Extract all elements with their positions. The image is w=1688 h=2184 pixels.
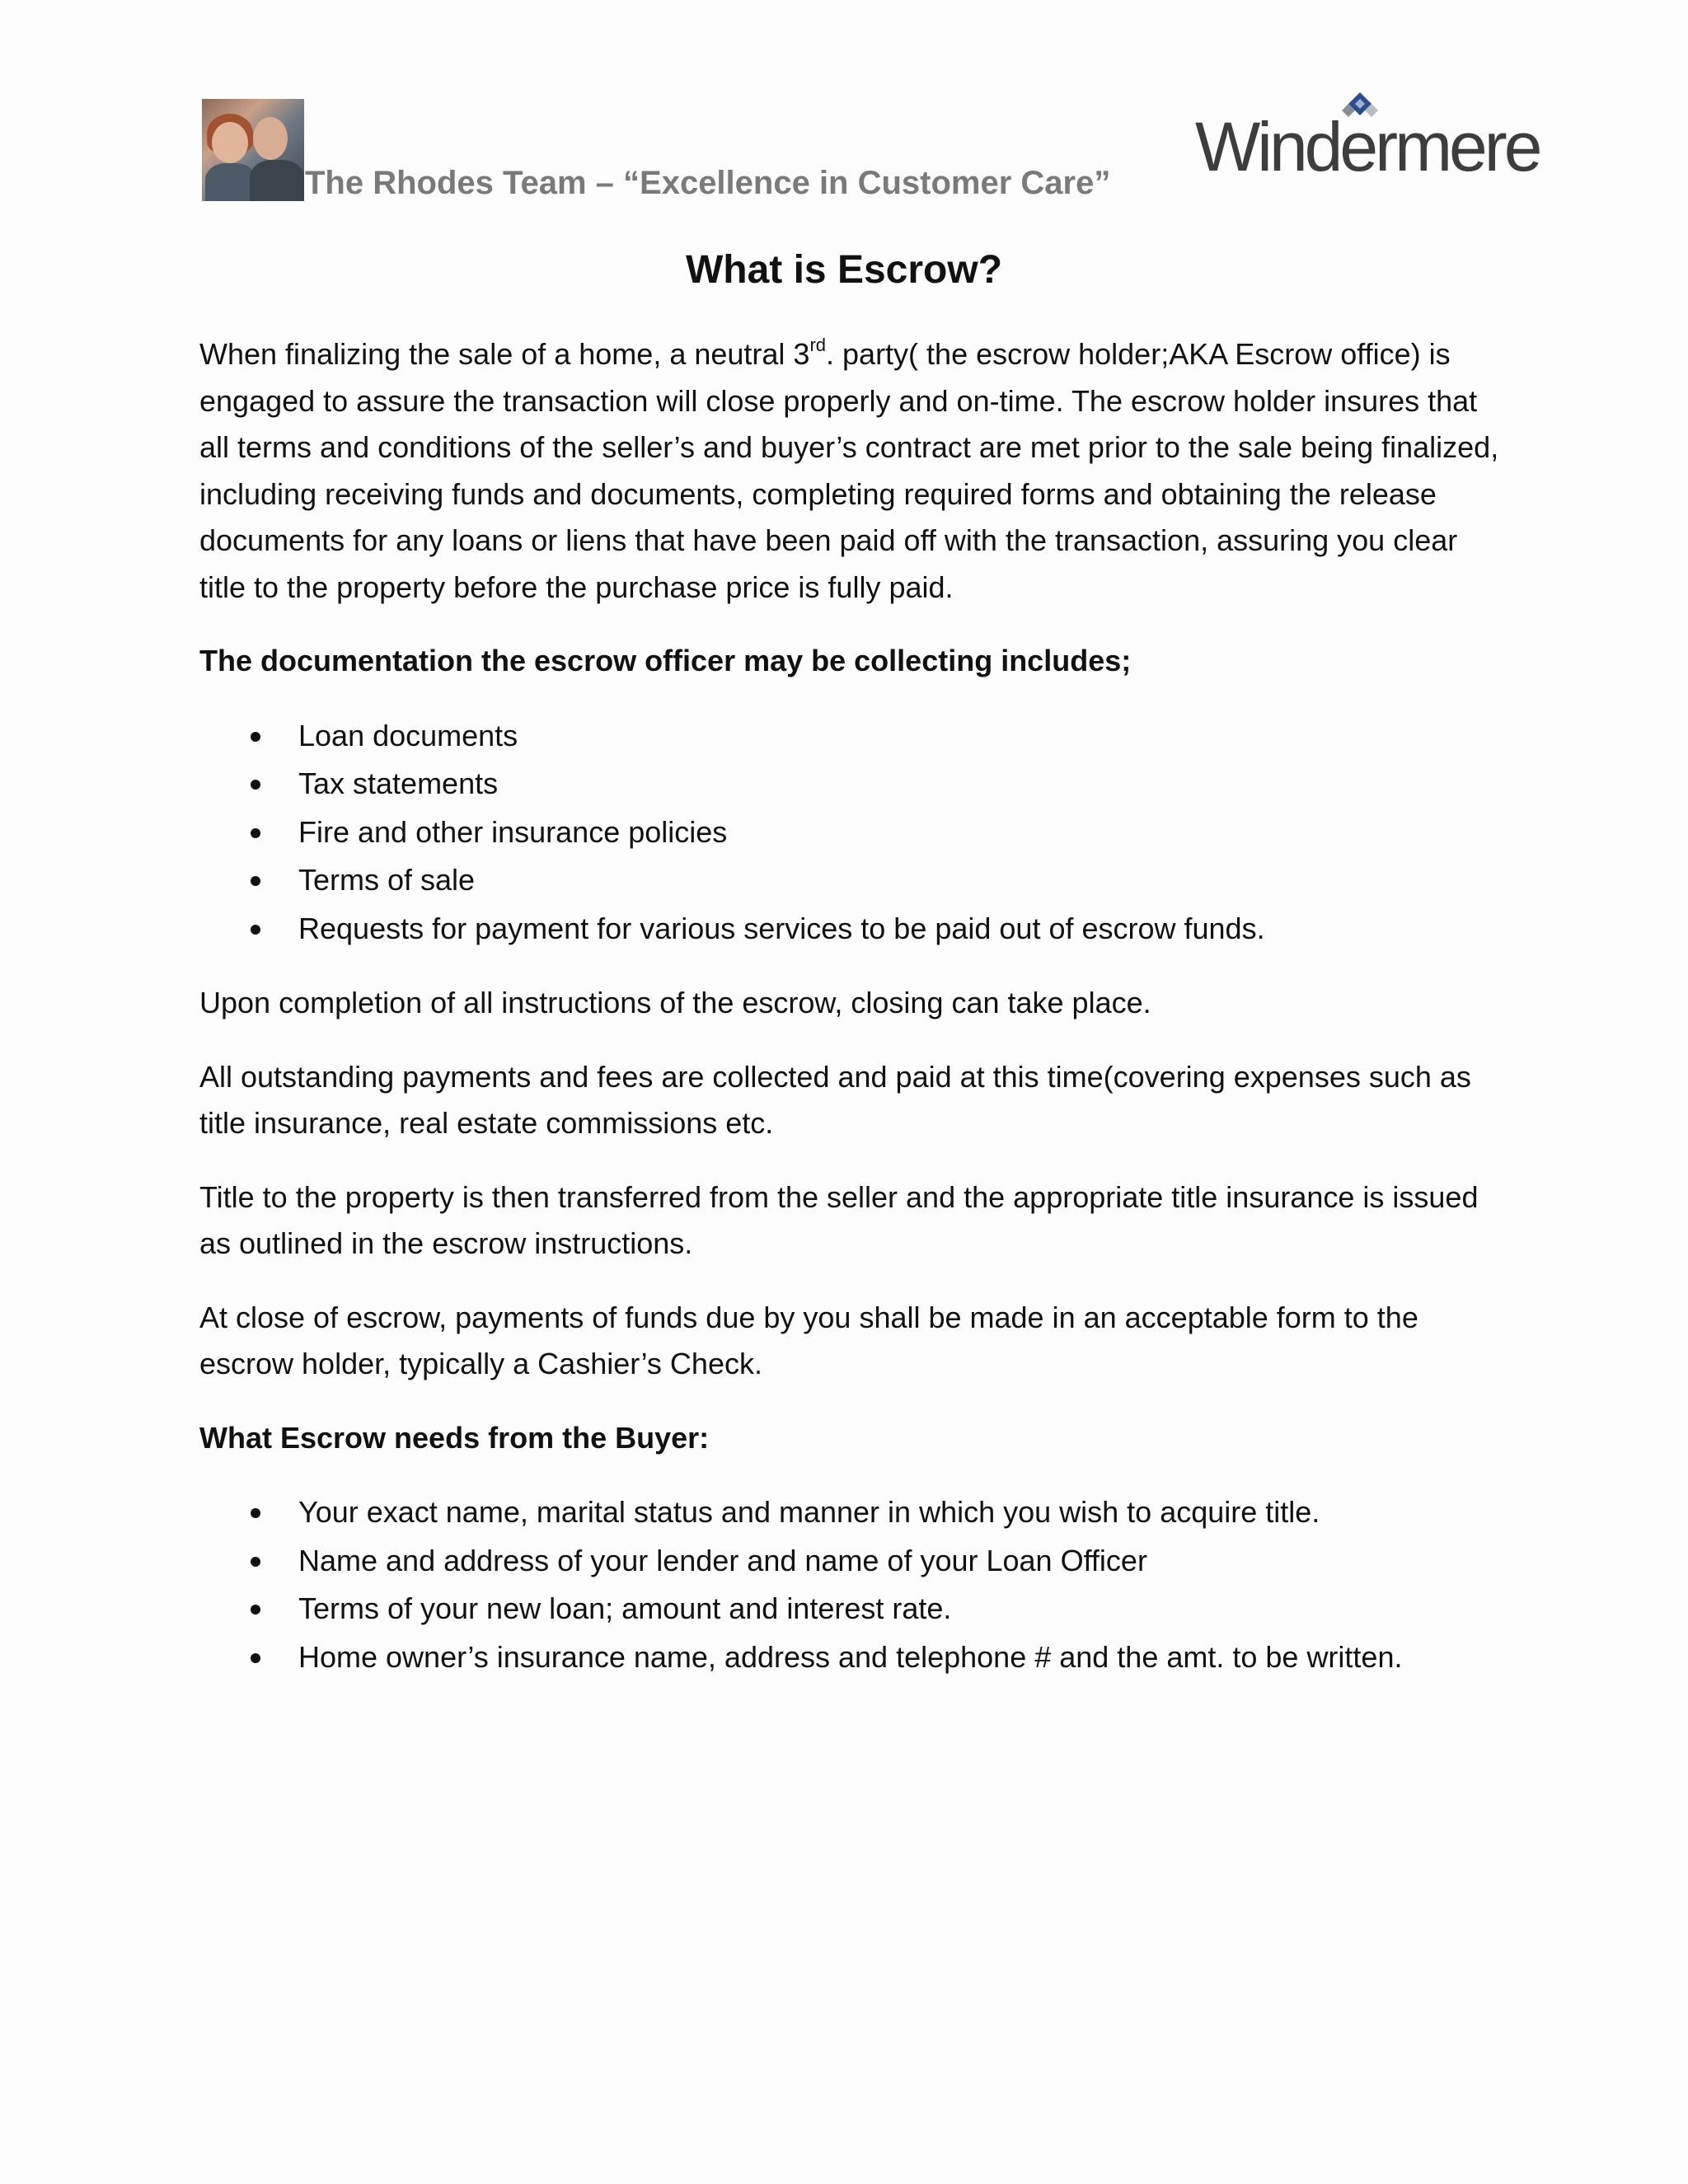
buyer-list xyxy=(199,1488,1502,1681)
list-item: Fire and other insurance policies xyxy=(199,808,1502,857)
bullet-icon xyxy=(251,780,260,790)
page-header xyxy=(202,97,1540,213)
documentation-heading: The documentation the escrow officer may be collecting includes; xyxy=(199,644,1132,677)
bullet-icon xyxy=(251,828,260,838)
windermere-logo xyxy=(1195,91,1540,185)
intro-paragraph: When finalizing the sale of a home, a neutral 3rd. party( the escrow holder;AKA Escrow office) is engaged to assure the transaction will close properly and on-time. The escrow holder insures that all terms and conditions of the seller’s and buyer’s contract are met prior to the sale being finalized, including receiving funds and documents, completing required forms and obtaining the release documents for any loans or liens that have been paid off with the transaction, assuring you clear title to the property before the purchase price is fully paid. xyxy=(199,335,1499,604)
page-title: What is Escrow? xyxy=(685,248,1003,292)
bullet-icon xyxy=(251,1605,260,1615)
list-item: Loan documents xyxy=(199,712,1502,761)
cashiers-check-paragraph: At close of escrow, payments of funds due by you shall be made in an acceptable form to the escrow holder, typically a Cashier’s Check. xyxy=(199,1300,1418,1380)
list-item: Home owner’s insurance name, address and telephone # and the amt. to be written. xyxy=(199,1633,1502,1682)
title-transfer-paragraph: Title to the property is then transferred from the seller and the appropriate title insurance is issued as outlined in the escrow instructions. xyxy=(199,1179,1479,1260)
windermere-logo-text: Windermere xyxy=(1195,108,1540,185)
team-tagline: The Rhodes Team – “Excellence in Customer Care” xyxy=(305,165,1111,201)
bullet-icon xyxy=(251,1557,260,1567)
list-item: Name and address of your lender and name of your Loan Officer xyxy=(199,1537,1502,1586)
list-item: Requests for payment for various services to be paid out of escrow funds. xyxy=(199,905,1502,954)
closing-paragraph: Upon completion of all instructions of the escrow, closing can take place. xyxy=(199,986,1151,1019)
bullet-icon xyxy=(251,876,260,886)
list-item: Tax statements xyxy=(199,760,1502,808)
list-item: Terms of sale xyxy=(199,856,1502,905)
bullet-icon xyxy=(251,1508,260,1518)
list-item: Your exact name, marital status and manner in which you wish to acquire title. xyxy=(199,1488,1502,1537)
team-photo xyxy=(202,99,304,201)
bullet-icon xyxy=(251,1653,260,1663)
bullet-icon xyxy=(251,925,260,935)
documentation-list xyxy=(199,712,1502,954)
list-item: Terms of your new loan; amount and interest rate. xyxy=(199,1585,1502,1633)
bullet-icon xyxy=(251,732,260,742)
document-body xyxy=(199,331,1502,1708)
payments-paragraph: All outstanding payments and fees are collected and paid at this time(covering expenses such as title insurance, real estate commissions etc. xyxy=(199,1059,1471,1140)
buyer-heading: What Escrow needs from the Buyer: xyxy=(199,1420,710,1455)
